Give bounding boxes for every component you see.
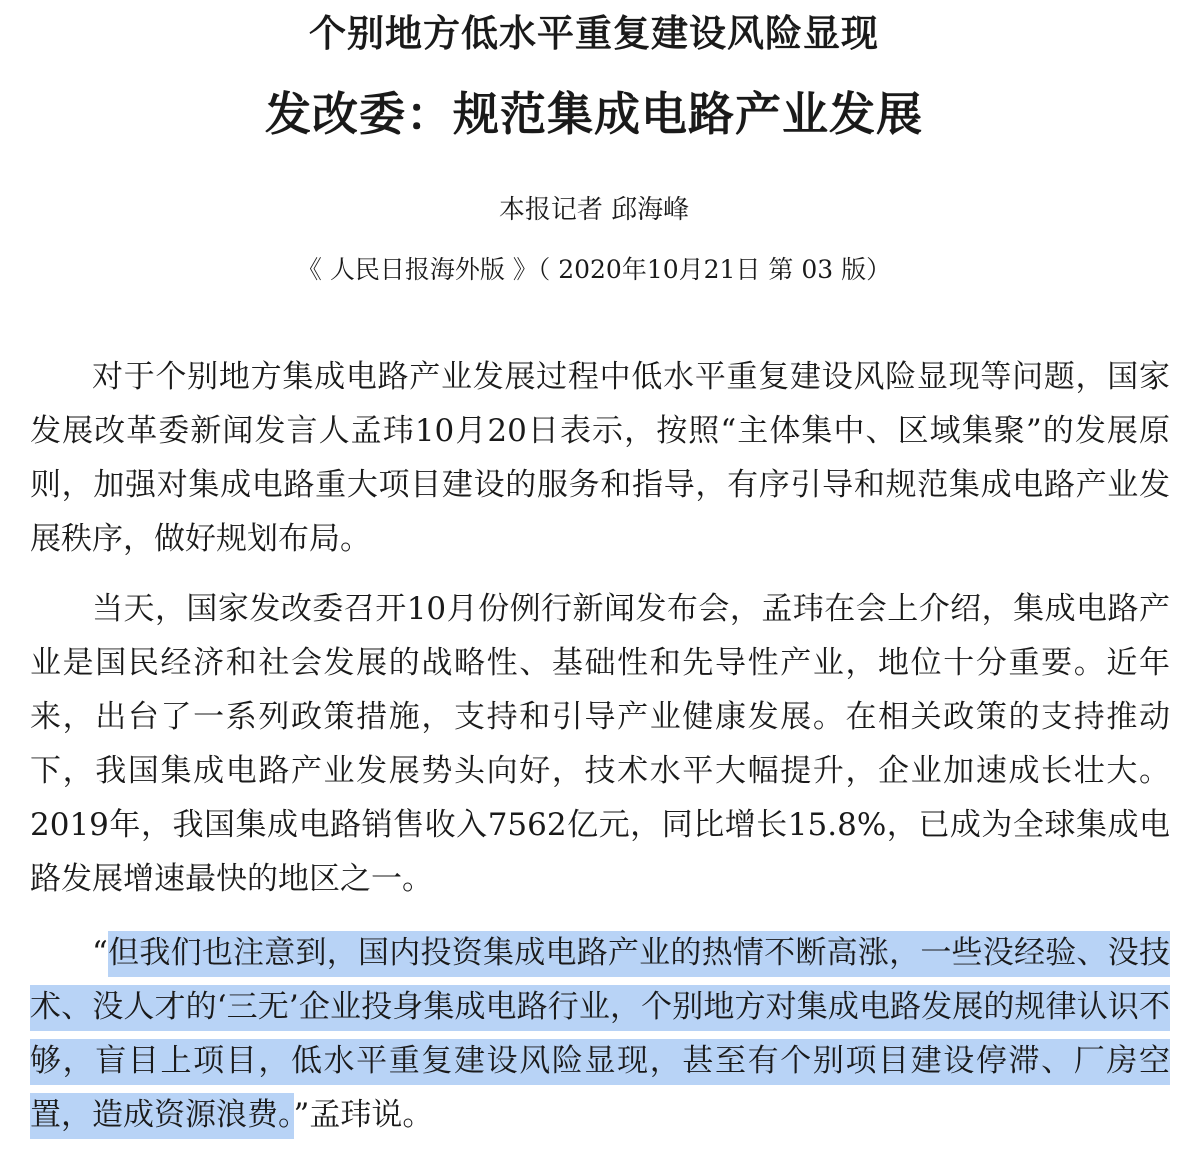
article-byline: 本报记者 邱海峰	[498, 195, 690, 225]
article-subtitle: 个别地方低水平重复建设风险显现	[309, 12, 879, 55]
article-title: 发改委：规范集成电路产业发展	[265, 87, 923, 141]
article-paragraph-3	[30, 926, 1170, 1142]
selected-text-highlight[interactable]: 但我们也注意到，国内投资集成电路产业的热情不断高涨，一些没经验、没技术、没人才的‘三无’企业投身集成电路行业，个别地方对集成电路发展的规律认识不够，盲目上项目，低水平重复建设风险显现，甚至有个别项目建设停滞、厂房空置，造成资源浪费。	[30, 931, 1170, 1139]
article-body	[30, 350, 1170, 1162]
article-paragraph-2: 当天，国家发改委召开10月份例行新闻发布会，孟玮在会上介绍，集成电路产业是国民经济和社会发展的战略性、基础性和先导性产业，地位十分重要。近年来，出台了一系列政策措施，支持和引导产业健康发展。在相关政策的支持推动下，我国集成电路产业发展势头向好，技术水平大幅提升，企业加速成长壮大。2019年，我国集成电路销售收入7562亿元，同比增长15.8%，已成为全球集成电路发展增速最快的地区之一。	[30, 591, 1170, 897]
quote-attribution: ”孟玮说。	[293, 1097, 434, 1133]
quote-open-mark: “	[92, 935, 108, 971]
article-paragraph-1: 对于个别地方集成电路产业发展过程中低水平重复建设风险显现等问题，国家发展改革委新闻发言人孟玮10月20日表示，按照“主体集中、区域集聚”的发展原则，加强对集成电路重大项目建设的服务和指导，有序引导和规范集成电路产业发展秩序，做好规划布局。	[30, 359, 1170, 557]
article-source: 《 人民日报海外版 》（ 2020年10月21日 第 03 版）	[296, 255, 892, 284]
